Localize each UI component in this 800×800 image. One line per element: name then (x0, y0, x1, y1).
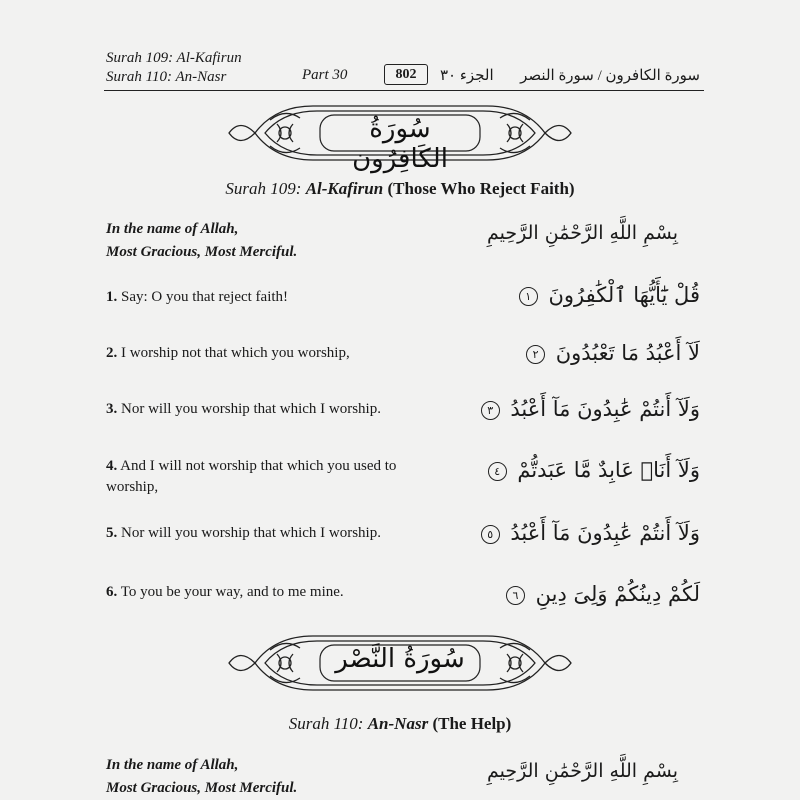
bismillah-arabic: بِسْمِ اللَّهِ الرَّحْمَٰنِ الرَّحِيمِ (487, 222, 678, 244)
verse-1-english: 1. Say: O you that reject faith! (106, 289, 289, 305)
verse-marker-icon: ٦ (506, 586, 525, 605)
surah-109-cartouche (225, 100, 575, 174)
verse-4-arabic: وَلَآ أَنَا۠ عَابِدٌ مَّا عَبَدتُّمْ ٤ (488, 458, 700, 482)
bismillah-english: In the name of Allah, Most Gracious, Most Merciful. (106, 221, 298, 260)
header-surah-110: Surah 110: An-Nasr (106, 69, 227, 85)
verse-2-english: 2. I worship not that which you worship, (106, 345, 350, 361)
verse-1-arabic: قُلْ يَٰٓأَيُّهَا ٱلْكَٰفِرُونَ ١ (519, 283, 700, 307)
verse-marker-icon: ٤ (488, 462, 507, 481)
surah-110-name-arabic: سُورَةُ النَّصْر (335, 644, 465, 674)
verse-marker-icon: ٢ (526, 345, 545, 364)
header-surah-109: Surah 109: Al-Kafirun (106, 50, 242, 66)
verse-4-english: 4. And I will not worship that which you used to worship, (106, 458, 397, 495)
surah-110-title: Surah 110: An-Nasr (The Help) (288, 714, 512, 733)
bismillah-english-110: In the name of Allah, Most Gracious, Most Merciful. (106, 757, 298, 796)
header-divider (104, 90, 704, 91)
bismillah-arabic-110: بِسْمِ اللَّهِ الرَّحْمَٰنِ الرَّحِيمِ (487, 760, 678, 782)
surah-110-cartouche (225, 630, 575, 696)
verse-6-arabic: لَكُمْ دِينُكُمْ وَلِىَ دِينِ ٦ (506, 582, 700, 606)
surah-109-name-arabic: سُورَةُ الكَافِرُون (352, 114, 448, 174)
verse-6-english: 6. To you be your way, and to me mine. (106, 584, 344, 600)
verse-marker-icon: ٥ (481, 525, 500, 544)
header-part: Part 30 (302, 67, 348, 83)
verse-marker-icon: ١ (519, 287, 538, 306)
verse-5-arabic: وَلَآ أَنتُمْ عَٰبِدُونَ مَآ أَعْبُدُ ٥ (481, 521, 700, 545)
verse-5-english: 5. Nor will you worship that which I worship. (106, 525, 381, 541)
page-number: 802 (384, 64, 428, 85)
running-header-left (106, 49, 242, 87)
header-surah-names-arabic: سورة الكافرون / سورة النصر (520, 68, 700, 84)
header-juz-arabic: الجزء ٣٠ (440, 68, 494, 84)
verse-3-english: 3. Nor will you worship that which I worship. (106, 401, 381, 417)
verse-marker-icon: ٣ (481, 401, 500, 420)
verse-3-arabic: وَلَآ أَنتُمْ عَٰبِدُونَ مَآ أَعْبُدُ ٣ (481, 397, 700, 421)
verse-2-arabic: لَآ أَعْبُدُ مَا تَعْبُدُونَ ٢ (526, 341, 700, 365)
surah-109-title: Surah 109: Al-Kafirun (Those Who Reject Faith) (225, 179, 575, 198)
